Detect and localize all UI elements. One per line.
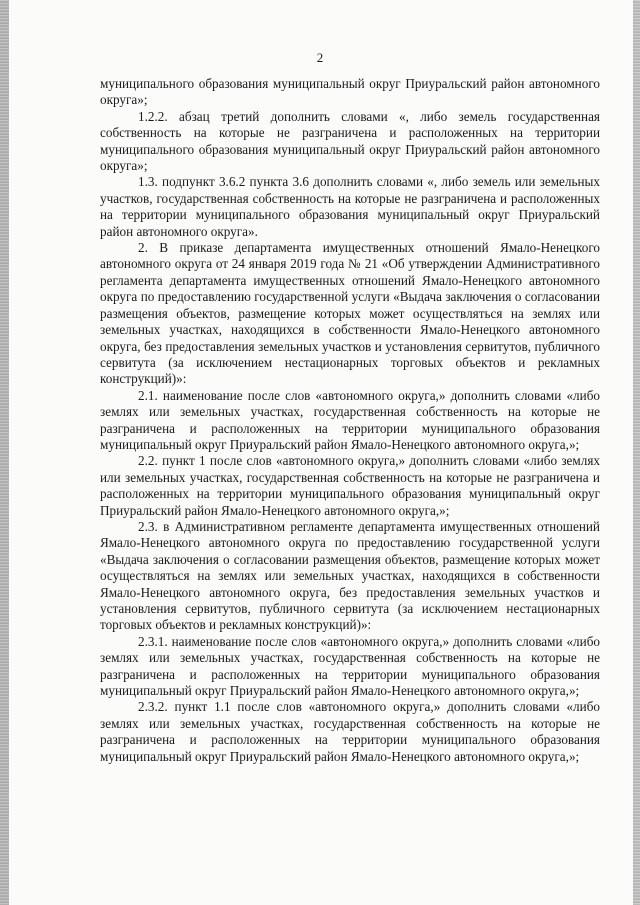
page-number: 2 <box>316 50 324 65</box>
scan-edge-left <box>0 0 9 905</box>
paragraph-2: 2. В приказе департамента имущественных отношений Ямало-Ненецкого автономного округа от 24 января 2019 года № 21 «Об утверждении Административного регламента департамента имущественных отношений Ямало-Ненецкого автономного округа по предоставлению государственной услуги «Выдача заключения о согласовании размещения объектов, размещение которых может осуществляться на землях или земельных участках, находящихся в собственности Ямало-Ненецкого автономного округа, без предоставления земельных участков и установления сервитутов, публичного сервитута (за исключением нестационарных торговых объектов и рекламных конструкций)»: <box>100 240 600 387</box>
scan-edge-right <box>633 0 640 905</box>
paragraph-2-3-1: 2.3.1. наименование после слов «автономного округа,» дополнить словами «либо землях или земельных участках, государственная собственность на которые не разграничена и расположенных на территории муниципального образования муниципальный округ Приуральский район Ямало-Ненецкого автономного округа,»; <box>100 633 600 699</box>
paragraph-2-2: 2.2. пункт 1 после слов «автономного округа,» дополнить словами «либо землях или земельных участках, государственная собственность на которые не разграничена и расположенных на территории муниципального образования муниципальный округ Приуральский район Ямало-Ненецкого автономного округа,»; <box>100 453 600 518</box>
paragraph-1-3: 1.3. подпункт 3.6.2 пункта 3.6 дополнить словами «, либо земель или земельных участков, государственная собственность на которые не разграничена и расположенных на территории муниципального образования муниципальный округ Приуральский район автономного округа». <box>100 174 600 239</box>
paragraph-2-3-2: 2.3.2. пункт 1.1 после слов «автономного округа,» дополнить словами «либо землях или земельных участках, государственная собственность на которые не разграничена и расположенных на территории муниципального образования муниципальный округ Приуральский район Ямало-Ненецкого автономного округа,»; <box>100 699 600 764</box>
document-body <box>100 76 600 765</box>
paragraph-2-3: 2.3. в Административном регламенте департамента имущественных отношений Ямало-Ненецкого автономного округа по предоставлению государственной услуги «Выдача заключения о согласовании размещения объектов, размещение которых может осуществляться на землях или земельных участках, находящихся в собственности Ямало-Ненецкого автономного округа, без предоставления земельных участков и установления сервитутов, публичного сервитута (за исключением нестационарных торговых объектов и рекламных конструкций)»: <box>100 518 600 633</box>
paragraph-2-1: 2.1. наименование после слов «автономного округа,» дополнить словами «либо землях или земельных участках, государственная собственность на которые не разграничена и расположенных на территории муниципального образования муниципальный округ Приуральский район Ямало-Ненецкого автономного округа,»; <box>100 387 600 452</box>
paragraph-continuation: муниципального образования муниципальный округ Приуральский район автономного округа»; <box>100 76 600 108</box>
paragraph-1-2-2: 1.2.2. абзац третий дополнить словами «, либо земель государственная собственность на которые не разграничена и расположенных на территории муниципального образования муниципальный округ Приуральский район автономного округа»; <box>100 108 600 174</box>
